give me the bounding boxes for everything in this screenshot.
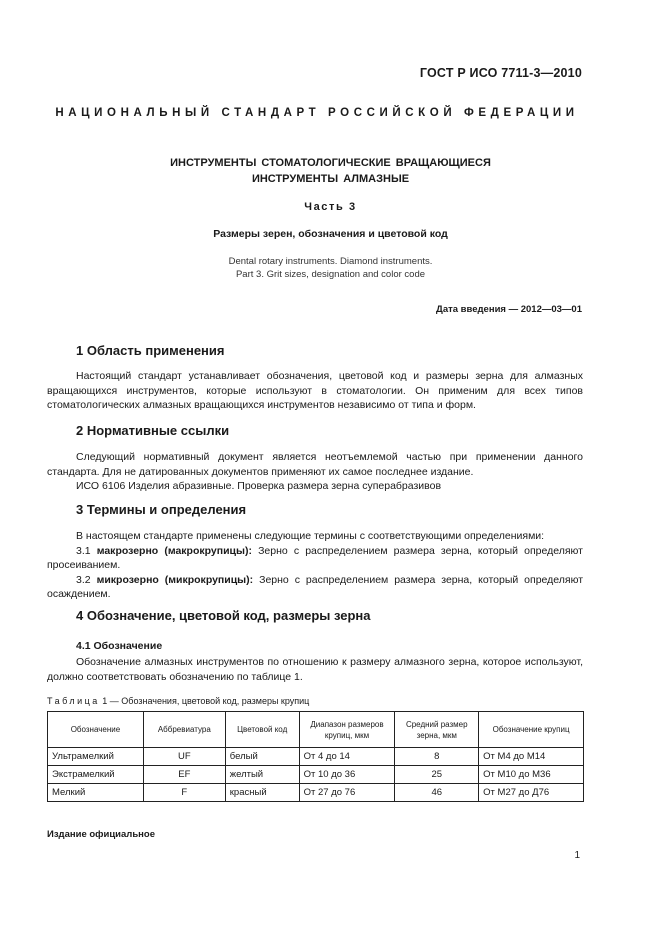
intro-date: Дата введения — 2012—03—01 <box>436 304 582 315</box>
term-3-2-definition: Зерно с распределением размера зерна, который определяют осаждением. <box>47 573 584 600</box>
subtitle: Размеры зерен, обозначения и цветовой код <box>213 228 448 240</box>
cell-grit-range: От 4 до 14 <box>299 748 395 766</box>
cell-grit-range: От 10 до 36 <box>299 766 395 784</box>
page-number: 1 <box>574 850 580 861</box>
cell-grit-designation: От М27 до Д76 <box>479 784 584 802</box>
header-grit-range: Диапазон размеров крупиц, мкм <box>299 712 395 748</box>
section-3-intro: В настоящем стандарте применены следующие термины с соответствующими определениями: <box>76 530 545 542</box>
section-2-text <box>47 450 583 494</box>
table-caption <box>47 696 309 706</box>
document-code: ГОСТ Р ИСО 7711-3—2010 <box>419 66 582 80</box>
title-line-1: ИНСТРУМЕНТЫ СТОМАТОЛОГИЧЕСКИЕ ВРАЩАЮЩИЕСЯ <box>170 157 491 169</box>
section-1-heading: 1 Область применения <box>76 343 225 358</box>
cell-designation: Мелкий <box>48 784 144 802</box>
cell-abbreviation: EF <box>143 766 225 784</box>
table-row <box>48 766 584 784</box>
part-label: Часть 3 <box>304 201 357 213</box>
table-row <box>48 784 584 802</box>
cell-mean-grit: 25 <box>395 766 479 784</box>
cell-designation: Ультрамелкий <box>48 748 144 766</box>
table-caption-text: 1 — Обозначения, цветовой код, размеры крупиц <box>99 696 310 706</box>
term-3-1-name: макрозерно (макрокрупицы): <box>96 544 252 557</box>
table-caption-prefix: Таблица <box>47 696 100 706</box>
term-3-1-number: 3.1 <box>76 544 91 557</box>
term-3-2-name: микрозерно (микрокрупицы): <box>96 573 254 586</box>
section-4-text <box>47 655 583 684</box>
english-title-line-2: Part 3. Grit sizes, designation and color code <box>235 269 426 280</box>
section-1-text <box>47 369 583 413</box>
section-2-paragraph: Следующий нормативный документ является неотъемлемой частью при применении данного стандарта. Для не датированных документов применяют их самое последнее издание. <box>47 451 583 478</box>
section-4-heading: 4 Обозначение, цветовой код, размеры зерна <box>76 608 371 623</box>
cell-color-code: желтый <box>225 766 299 784</box>
section-2-heading: 2 Нормативные ссылки <box>76 423 230 438</box>
title-line-2: ИНСТРУМЕНТЫ АЛМАЗНЫЕ <box>251 173 410 185</box>
english-title-line-1: Dental rotary instruments. Diamond instruments. <box>228 256 433 267</box>
header-mean-grit: Средний размер зерна, мкм <box>395 712 479 748</box>
cell-abbreviation: UF <box>143 748 225 766</box>
official-edition-label: Издание официальное <box>47 829 155 840</box>
term-3-1-definition: Зерно с распределением размера зерна, который определяют просеиванием. <box>47 544 583 571</box>
header-grit-designation: Обозначение крупиц <box>479 712 584 748</box>
cell-designation: Экстрамелкий <box>48 766 144 784</box>
cell-grit-designation: От М4 до М14 <box>479 748 584 766</box>
cell-mean-grit: 46 <box>395 784 479 802</box>
section-1-paragraph: Настоящий стандарт устанавливает обозначения, цветовой код и размеры зерна для алмазных вращающихся инструментов, которые используют в стоматологии. Он применим для всех типов стоматологических алмазных вращающихся инструментов независимо от типа и форм. <box>47 370 583 411</box>
section-2-reference: ИСО 6106 Изделия абразивные. Проверка размера зерна суперабразивов <box>76 480 442 492</box>
cell-color-code: белый <box>225 748 299 766</box>
term-3-2 <box>47 573 583 602</box>
header-designation: Обозначение <box>48 712 144 748</box>
cell-abbreviation: F <box>143 784 225 802</box>
term-3-1 <box>47 544 583 573</box>
cell-grit-range: От 27 до 76 <box>299 784 395 802</box>
section-4-1-heading: 4.1 Обозначение <box>76 640 163 652</box>
header-abbreviation: Аббревиатура <box>143 712 225 748</box>
table-header-row <box>48 712 584 748</box>
term-3-2-number: 3.2 <box>76 573 91 586</box>
national-standard-banner: НАЦИОНАЛЬНЫЙ СТАНДАРТ РОССИЙСКОЙ ФЕДЕРАЦИИ <box>55 107 579 119</box>
section-4-1-paragraph: Обозначение алмазных инструментов по отношению к размеру алмазного зерна, которое используют, должно соответствовать обозначению по таблице 1. <box>47 656 583 683</box>
cell-color-code: красный <box>225 784 299 802</box>
grit-table <box>47 711 584 802</box>
header-color-code: Цветовой код <box>225 712 299 748</box>
section-3-heading: 3 Термины и определения <box>76 502 247 517</box>
table-row <box>48 748 584 766</box>
section-3-text <box>47 529 583 602</box>
cell-mean-grit: 8 <box>395 748 479 766</box>
cell-grit-designation: От М10 до М36 <box>479 766 584 784</box>
